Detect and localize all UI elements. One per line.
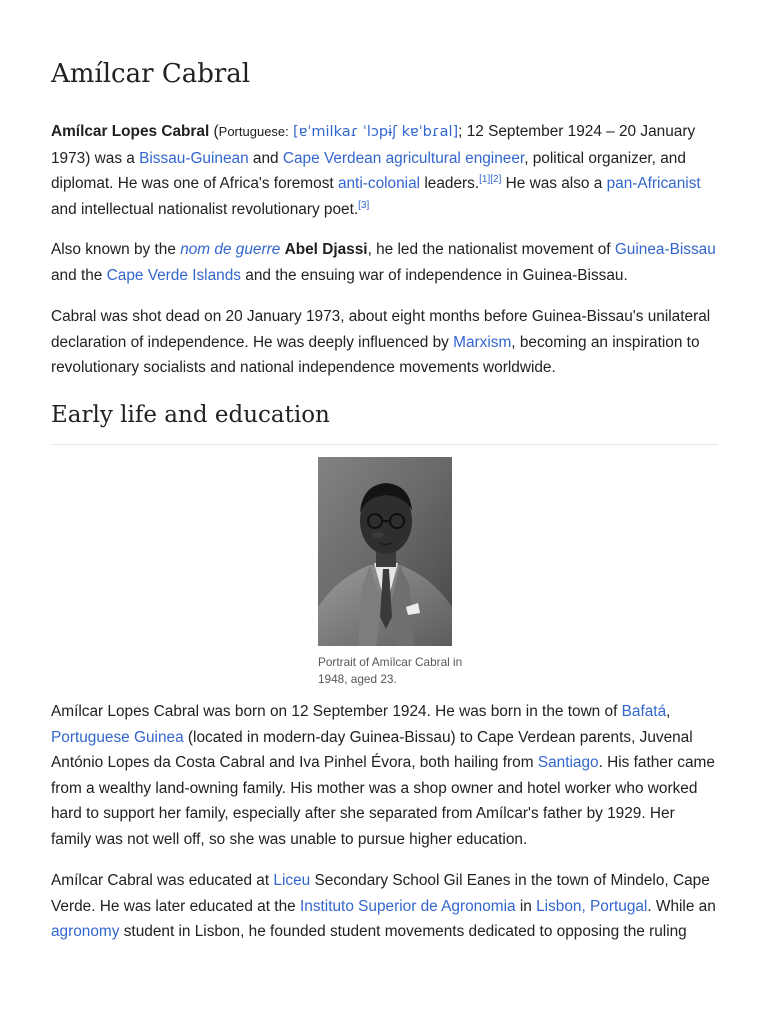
reference-link[interactable]: [3] <box>358 199 370 211</box>
section-divider <box>51 444 718 445</box>
portrait-photo[interactable] <box>318 457 452 646</box>
link-santiago[interactable]: Santiago <box>537 754 599 771</box>
intro-paragraph-2: Also known by the nom de guerre Abel Djassi, he led the nationalist movement of Guinea-Bissau and the Cape Verde Islands and the ensuing war of independence in Guinea-Bissau. <box>51 241 716 284</box>
link-bissau-guinean[interactable]: Bissau-Guinean <box>139 149 249 167</box>
early-life-paragraph-2: Amílcar Cabral was educated at Liceu Secondary School Gil Eanes in the town of Mindelo, Cape Verde. He was later educated at the Instituto Superior de Agronomia in Lisbon, Portugal. While an agronomy student in Lisbon, he founded student movements dedicated to opposing the ruling <box>51 872 716 940</box>
link-cape-verde-islands[interactable]: Cape Verde Islands <box>106 266 241 284</box>
ipa-pronunciation-link[interactable]: [ɐˈmilkaɾ ˈlɔpɨʃ kɐˈbɾal] <box>293 124 459 140</box>
link-instituto-superior-de-agronomia[interactable]: Instituto Superior de Agronomia <box>299 897 516 915</box>
language-label: Portuguese: <box>218 124 289 139</box>
link-pan-africanist[interactable]: pan-Africanist <box>606 175 701 192</box>
link-cape-verdean[interactable]: Cape Verdean <box>282 149 382 167</box>
link-lisbon-portugal[interactable]: Lisbon, Portugal <box>536 897 648 915</box>
subject-name: Amílcar Lopes Cabral <box>51 123 210 140</box>
section-heading-early-life: Early life and education <box>51 402 330 428</box>
link-anti-colonial[interactable]: anti-colonial <box>337 175 421 192</box>
link-marxism[interactable]: Marxism <box>453 333 512 351</box>
page-title: Amílcar Cabral <box>51 59 251 89</box>
link-nom-de-guerre[interactable]: nom de guerre <box>180 241 281 258</box>
early-life-paragraph-1: Amílcar Lopes Cabral was born on 12 September 1924. He was born in the town of Bafatá, Portuguese Guinea (located in modern-day Guinea-Bissau) to Cape Verdean parents, Juvenal António Lopes da Costa Cabral and Iva Pinhel Évora, both hailing from Santiago. His father came from a wealthy land-owning family. His mother was a shop owner and hotel worker who worked hard to support her family, especially after she separated from Amílcar's father by 1929. Her family was not well off, so she was unable to pursue higher education. <box>51 703 715 848</box>
link-agricultural-engineer[interactable]: agricultural engineer <box>385 149 525 167</box>
link-bafata[interactable]: Bafatá <box>621 703 667 720</box>
reference-link[interactable]: [2] <box>490 174 502 185</box>
intro-paragraph-1: Amílcar Lopes Cabral (Portuguese: [ɐˈmilkaɾ ˈlɔpɨʃ kɐˈbɾal]; 12 September 1924 – 20 January 1973) was a Bissau-Guinean and Cape Verdean agricultural engineer, political organizer, and diplomat. He was one of Africa's foremost anti-colonial leaders.[1][2] He was also a pan-Africanist and intellectual nationalist revolutionary poet.[3] <box>51 123 701 218</box>
alias-name: Abel Djassi <box>284 241 368 258</box>
link-liceu[interactable]: Liceu <box>273 872 311 889</box>
reference-link[interactable]: [1] <box>479 174 491 185</box>
link-portuguese-guinea[interactable]: Portuguese Guinea <box>51 728 184 746</box>
link-guinea-bissau[interactable]: Guinea-Bissau <box>614 241 716 258</box>
intro-paragraph-3: Cabral was shot dead on 20 January 1973, about eight months before Guinea-Bissau's unilateral declaration of independence. He was deeply influenced by Marxism, becoming an inspiration to revolutionary socialists and national independence movements worldwide. <box>51 308 711 376</box>
figure-portrait <box>318 457 463 688</box>
figure-caption: Portrait of Amílcar Cabral in 1948, aged 23. <box>318 655 463 686</box>
link-agronomy[interactable]: agronomy <box>51 923 120 940</box>
